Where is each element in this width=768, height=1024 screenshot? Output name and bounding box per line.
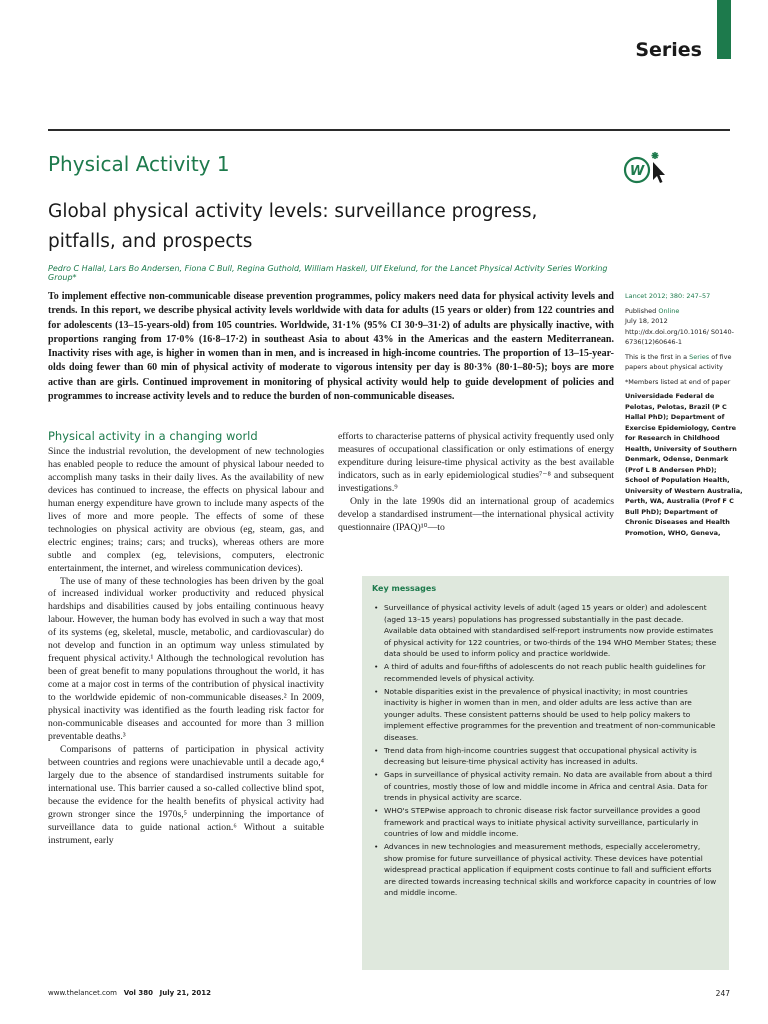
- article-title: Global physical activity levels: surveillance progress, pitfalls, and prospects: [48, 201, 538, 252]
- header-rule: [48, 129, 730, 131]
- key-messages-list: [372, 602, 717, 899]
- body-column-2: [338, 431, 614, 535]
- paragraph: Comparisons of patterns of participation in physical activity between countries and regions were unachievable until a decade ago,⁴ largely due to the absence of standardised instruments suitable for international use. This barrier caused a so-called collective blind spot, because the evidence for the health benefits of physical activity had grown stronger since the 1970s,⁵ underpinning the importance of surveillance data to guide national action.⁶ Without a suitable instrument, early: [48, 743, 324, 846]
- abstract: To implement effective non-communicable disease prevention programmes, policy makers need data for physical activity levels and trends. In this report, we describe physical activity levels worldwide with data for adults (15 years or older) from 122 countries and for adolescents (13–15-years-old) from 105 countries. Worldwide, 31·1% (95% CI 30·9–31·2) of adults are physically inactive, with proportions ranging from 17·0% (16·8–17·2) in southeast Asia to about 43% in the Americas and the eastern Mediterranean. Inactivity rises with age, is higher in women than in men, and is increased in high-income countries. The proportion of 13–15-year-olds doing fewer than 60 min of physical activity of moderate to vigorous intensity per day is 80·3% (80·1–80·5); boys are more active than are girls. Continued improvement in monitoring of physical activity would help to guide development of policies and programmes to increase activity levels and to reduce the burden of non-communicable diseases.: [48, 291, 614, 403]
- page-number: 247: [715, 989, 730, 998]
- paragraph: Only in the late 1990s did an international group of academics develop a standardised instrument—the international physical activity questionnaire (IPAQ)¹⁰—to: [338, 495, 614, 533]
- key-message: • Advances in new technologies and measurement methods, especially accelerometry, show promise for future surveillance of physical activity. These devices have potential widespread practical application if equipment costs continue to fall and sufficient efforts are directed towards increasing technical skills and workforce capacity in countries of low and middle income.: [372, 841, 717, 899]
- section-title: Physical activity in a changing world: [48, 429, 258, 443]
- series-link[interactable]: Series: [689, 352, 710, 361]
- key-message: • Notable disparities exist in the prevalence of physical inactivity; in most countries inactivity is higher in women than in men, and older adults are less active than are younger adults. These consistent patterns should be used to help policy makers to implement effective programmes for the prevention and treatment of non-communicable diseases.: [372, 686, 717, 744]
- key-messages-title: Key messages: [372, 584, 437, 593]
- key-message: • A third of adults and four-fifths of adolescents do not reach public health guidelines for recommended levels of physical activity.: [372, 661, 717, 684]
- svg-text:W: W: [629, 164, 645, 179]
- series-kicker: Physical Activity 1: [48, 152, 230, 176]
- published-online-link[interactable]: Online: [658, 306, 680, 315]
- published-date: July 18, 2012: [625, 317, 668, 325]
- publication-info: [625, 306, 743, 348]
- members-note: *Members listed at end of paper: [625, 377, 731, 386]
- sidebar: [625, 291, 743, 542]
- paragraph: efforts to characterise patterns of physical activity frequently used only measures of occupational classification or only estimations of energy expenditure during leisure-time physical activity as the best available indicators, such as in early epidemiological studies⁷⁻⁸ and subsequent investigations.⁹: [338, 431, 614, 494]
- key-message: • Gaps in surveillance of physical activity remain. No data are available from about a third of countries, mostly those of low and middle income in Africa and central Asia. Data for trends in physical activity are scarce.: [372, 769, 717, 804]
- paragraph: The use of many of these technologies has been driven by the goal of increased individual worker productivity and reduced physical hardships and disabilities caused by jobs entailing continuous heavy labour. However, the human body has evolved in such a way that most of its systems (eg, skeletal, muscle, metabolic, and cardiovascular) do not develop and function in an optimum way unless stimulated by frequent physical activity.¹ Although the technological revolution has been of great benefit to many populations throughout the world, it has come at a major cost in terms of the contribution of physical inactivity to the worldwide epidemic of non-communicable diseases.² In 2009, physical inactivity was identified as the fourth leading risk factor for non-communicable diseases and accounted for more than 3 million preventable deaths.³: [48, 575, 324, 742]
- footer-date: July 21, 2012: [159, 989, 211, 997]
- affiliations: Universidade Federal de Pelotas, Pelotas, Brazil (P C Hallal PhD); Department of Exercise Epidemiology, Centre for Research in Childhood Health, University of Southern Denmark, Odense, Denmark (Prof L B Andersen PhD); School of Population Health, University of Western Australia, Perth, WA, Australia (Prof F C Bull PhD); Department of Chronic Diseases and Health Promotion, WHO, Geneva,: [625, 392, 743, 537]
- web-extra-icon[interactable]: [622, 150, 670, 184]
- paragraph: Since the industrial revolution, the development of new technologies has enabled people to reduce the amount of physical labour needed to accomplish many tasks in their daily lives. As the availability of new devices has continued to increase, the effects on physical labour and human energy expenditure have grown to include many aspects of the lives of more and more people. The effects of some of these technologies on physical activity are obvious (eg, steam, gas, and electric engines; trains; cars; and trucks), whereas others are more subtle and complex (eg, televisions, computers, electronic entertainment, the internet, and wireless communication devices).: [48, 446, 324, 574]
- key-message: • Surveillance of physical activity levels of adult (aged 15 years or older) and adolescent (aged 13–15 years) populations has progressed substantially in the past decade. Available data obtained with standardised self-report instruments now provide estimates of physical activity for 122 countries, or two-thirds of the 194 WHO Member States; these data should be used to inform policy and practice worldwide.: [372, 602, 717, 660]
- author-list: Pedro C Hallal, Lars Bo Andersen, Fiona C Bull, Regina Guthold, William Haskell, Ulf Ekelund, for the Lancet Physical Activity Series Working Group*: [48, 264, 608, 282]
- body-column-1: [48, 429, 324, 848]
- doi-link[interactable]: http://dx.doi.org/10.1016/ S0140-6736(12)60646-1: [625, 327, 734, 346]
- series-note: This is the first in a Series of five papers about physical activity: [625, 352, 732, 371]
- published-label: Published: [625, 306, 657, 315]
- series-label: Series: [635, 39, 702, 61]
- key-messages-panel: [362, 576, 729, 970]
- key-message: • Trend data from high-income countries suggest that occupational physical activity is decreasing but leisure-time physical activity has increased in adults.: [372, 745, 717, 768]
- series-color-bar: [717, 0, 731, 59]
- footer-site-link[interactable]: www.thelancet.com: [48, 989, 117, 997]
- footer-volume: Vol 380: [123, 989, 153, 997]
- citation: Lancet 2012; 380: 247–57: [625, 292, 711, 300]
- key-message: • WHO's STEPwise approach to chronic disease risk factor surveillance provides a good framework and practical ways to initiate physical activity surveillance, particularly in countries of low and middle income.: [372, 805, 717, 840]
- footer-journal: [48, 989, 211, 997]
